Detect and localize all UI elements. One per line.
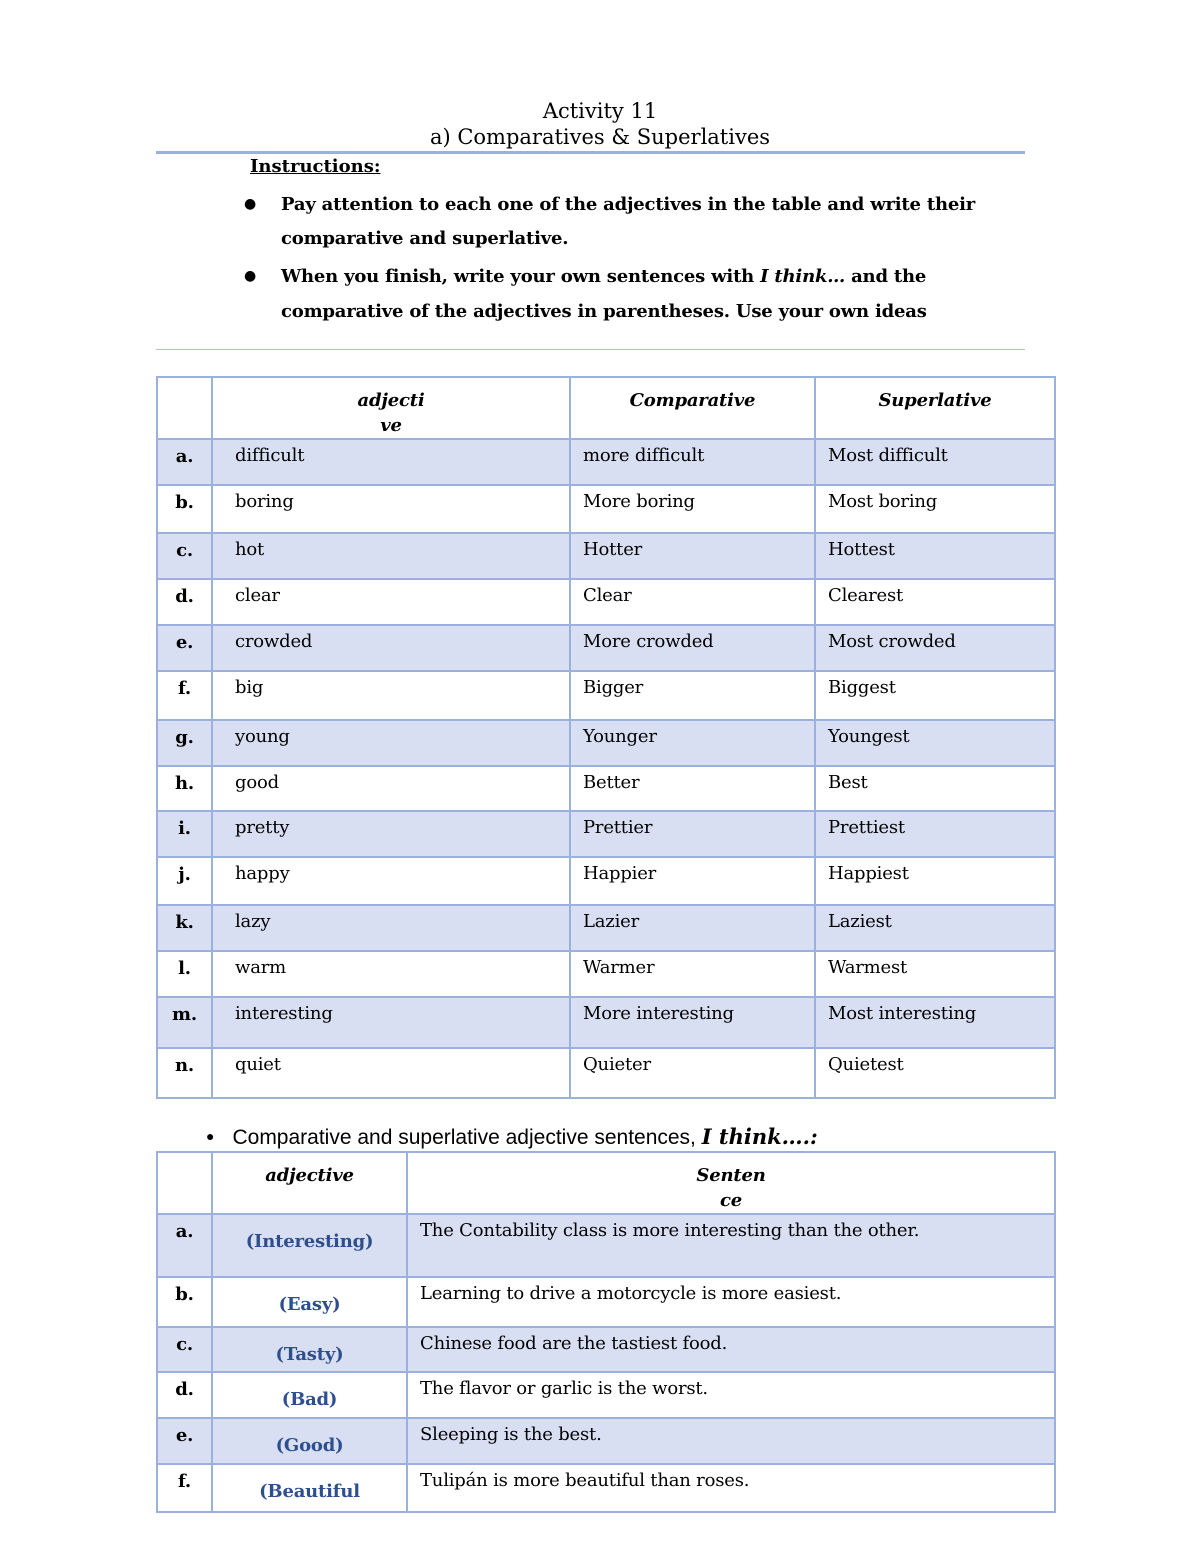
table-row xyxy=(157,1048,1055,1098)
comparative-cell: Lazier xyxy=(570,905,815,951)
header-sentence xyxy=(407,1152,1055,1214)
comparative-cell: More crowded xyxy=(570,625,815,671)
header-comparative: Comparative xyxy=(570,377,815,439)
row-letter: d. xyxy=(157,1372,212,1418)
adjective-cell: big xyxy=(212,671,570,720)
row-letter: a. xyxy=(157,1214,212,1277)
table-row xyxy=(157,997,1055,1048)
table-row xyxy=(157,533,1055,579)
comparative-cell: Better xyxy=(570,766,815,811)
comparative-cell: Bigger xyxy=(570,671,815,720)
adjective-cell: quiet xyxy=(212,1048,570,1098)
adjective-cell: warm xyxy=(212,951,570,997)
comparative-cell: Quieter xyxy=(570,1048,815,1098)
bullet-icon: ● xyxy=(244,268,257,284)
comparative-cell: Prettier xyxy=(570,811,815,857)
instructions-rule xyxy=(156,349,1025,350)
row-letter: j. xyxy=(157,857,212,905)
table-row xyxy=(157,857,1055,905)
table-row xyxy=(157,951,1055,997)
superlative-cell: Warmest xyxy=(815,951,1055,997)
header-adjective-part-1: adjecti xyxy=(357,390,425,411)
row-letter: a. xyxy=(157,439,212,485)
header-adjective-part-2: ve xyxy=(380,415,402,436)
table-row xyxy=(157,811,1055,857)
sentence-cell: Learning to drive a motorcycle is more easiest. xyxy=(407,1277,1055,1327)
comparative-cell: Warmer xyxy=(570,951,815,997)
row-letter: f. xyxy=(157,671,212,720)
adjective-cell: (Good) xyxy=(212,1418,407,1464)
row-letter: c. xyxy=(157,1327,212,1372)
adjective-cell: young xyxy=(212,720,570,766)
header-sentence-part-2: ce xyxy=(719,1190,742,1211)
superlative-cell: Happiest xyxy=(815,857,1055,905)
comparative-cell: More boring xyxy=(570,485,815,533)
adjective-cell: hot xyxy=(212,533,570,579)
row-letter: n. xyxy=(157,1048,212,1098)
table-row xyxy=(157,1464,1055,1512)
header-superlative: Superlative xyxy=(815,377,1055,439)
instruction-2-line-1 xyxy=(281,266,926,287)
adjective-cell: (Tasty) xyxy=(212,1327,407,1372)
row-letter: m. xyxy=(157,997,212,1048)
sentence-cell: Tulipán is more beautiful than roses. xyxy=(407,1464,1055,1512)
table-header-row xyxy=(157,1152,1055,1214)
instruction-1-line-1: Pay attention to each one of the adjectives in the table and write their xyxy=(281,194,976,215)
row-letter: f. xyxy=(157,1464,212,1512)
superlative-cell: Most interesting xyxy=(815,997,1055,1048)
page-subtitle: a) Comparatives & Superlatives xyxy=(429,125,771,149)
instructions-heading: Instructions: xyxy=(250,156,381,177)
sentence-cell: Chinese food are the tastiest food. xyxy=(407,1327,1055,1372)
row-letter: e. xyxy=(157,1418,212,1464)
row-letter: g. xyxy=(157,720,212,766)
adjective-cell: boring xyxy=(212,485,570,533)
superlative-cell: Most difficult xyxy=(815,439,1055,485)
table-row xyxy=(157,905,1055,951)
table-header-row xyxy=(157,377,1055,439)
instruction-2-text: When you finish, write your own sentences with xyxy=(281,266,761,287)
superlative-cell: Quietest xyxy=(815,1048,1055,1098)
table-row xyxy=(157,439,1055,485)
sentence-cell: The Contability class is more interesting than the other. xyxy=(407,1214,1055,1277)
table-row xyxy=(157,579,1055,625)
row-letter: k. xyxy=(157,905,212,951)
table-row xyxy=(157,766,1055,811)
row-letter: b. xyxy=(157,485,212,533)
comparative-cell: Happier xyxy=(570,857,815,905)
header-sentence-part-1: Senten xyxy=(696,1165,766,1186)
adjective-cell: happy xyxy=(212,857,570,905)
row-letter: d. xyxy=(157,579,212,625)
adjective-cell: crowded xyxy=(212,625,570,671)
instruction-2-emphasis: I think… xyxy=(760,266,846,287)
table-row xyxy=(157,485,1055,533)
superlative-cell: Most boring xyxy=(815,485,1055,533)
header-adjective xyxy=(212,377,570,439)
header-empty xyxy=(157,1152,212,1214)
table-row xyxy=(157,1327,1055,1372)
adjective-cell: lazy xyxy=(212,905,570,951)
sentences-table xyxy=(156,1151,1056,1513)
table-row xyxy=(157,1372,1055,1418)
adjective-cell: difficult xyxy=(212,439,570,485)
adjective-cell: pretty xyxy=(212,811,570,857)
superlative-cell: Hottest xyxy=(815,533,1055,579)
instruction-1-line-2: comparative and superlative. xyxy=(281,228,569,249)
header-adjective: adjective xyxy=(212,1152,407,1214)
table-row xyxy=(157,720,1055,766)
instruction-2-text-end: and the xyxy=(845,266,927,287)
adjective-cell: interesting xyxy=(212,997,570,1048)
comparative-cell: Younger xyxy=(570,720,815,766)
comparatives-table xyxy=(156,376,1056,1099)
row-letter: c. xyxy=(157,533,212,579)
instruction-2-line-2: comparative of the adjectives in parentheses. Use your own ideas xyxy=(281,301,927,322)
comparative-cell: More interesting xyxy=(570,997,815,1048)
comparative-cell: more difficult xyxy=(570,439,815,485)
sentence-cell: Sleeping is the best. xyxy=(407,1418,1055,1464)
table-row xyxy=(157,1418,1055,1464)
superlative-cell: Most crowded xyxy=(815,625,1055,671)
adjective-cell: (Easy) xyxy=(212,1277,407,1327)
sentences-heading xyxy=(206,1124,818,1150)
row-letter: i. xyxy=(157,811,212,857)
row-letter: b. xyxy=(157,1277,212,1327)
row-letter: h. xyxy=(157,766,212,811)
page-title: Activity 11 xyxy=(542,99,658,123)
adjective-cell: good xyxy=(212,766,570,811)
superlative-cell: Clearest xyxy=(815,579,1055,625)
superlative-cell: Laziest xyxy=(815,905,1055,951)
adjective-cell: clear xyxy=(212,579,570,625)
adjective-cell: (Bad) xyxy=(212,1372,407,1418)
table-row xyxy=(157,1277,1055,1327)
superlative-cell: Prettiest xyxy=(815,811,1055,857)
sentences-heading-text: Comparative and superlative adjective sentences, xyxy=(232,1126,702,1149)
adjective-cell: (Interesting) xyxy=(212,1214,407,1277)
table-row xyxy=(157,671,1055,720)
bullet-icon: ● xyxy=(206,1128,215,1144)
sentences-heading-emphasis: I think….: xyxy=(701,1124,818,1149)
comparative-cell: Clear xyxy=(570,579,815,625)
header-empty xyxy=(157,377,212,439)
superlative-cell: Best xyxy=(815,766,1055,811)
sentence-cell: The flavor or garlic is the worst. xyxy=(407,1372,1055,1418)
table-row xyxy=(157,625,1055,671)
title-rule xyxy=(156,151,1025,154)
row-letter: e. xyxy=(157,625,212,671)
table-row xyxy=(157,1214,1055,1277)
row-letter: l. xyxy=(157,951,212,997)
bullet-icon: ● xyxy=(244,196,257,212)
adjective-cell: (Beautiful xyxy=(212,1464,407,1512)
comparative-cell: Hotter xyxy=(570,533,815,579)
superlative-cell: Biggest xyxy=(815,671,1055,720)
superlative-cell: Youngest xyxy=(815,720,1055,766)
